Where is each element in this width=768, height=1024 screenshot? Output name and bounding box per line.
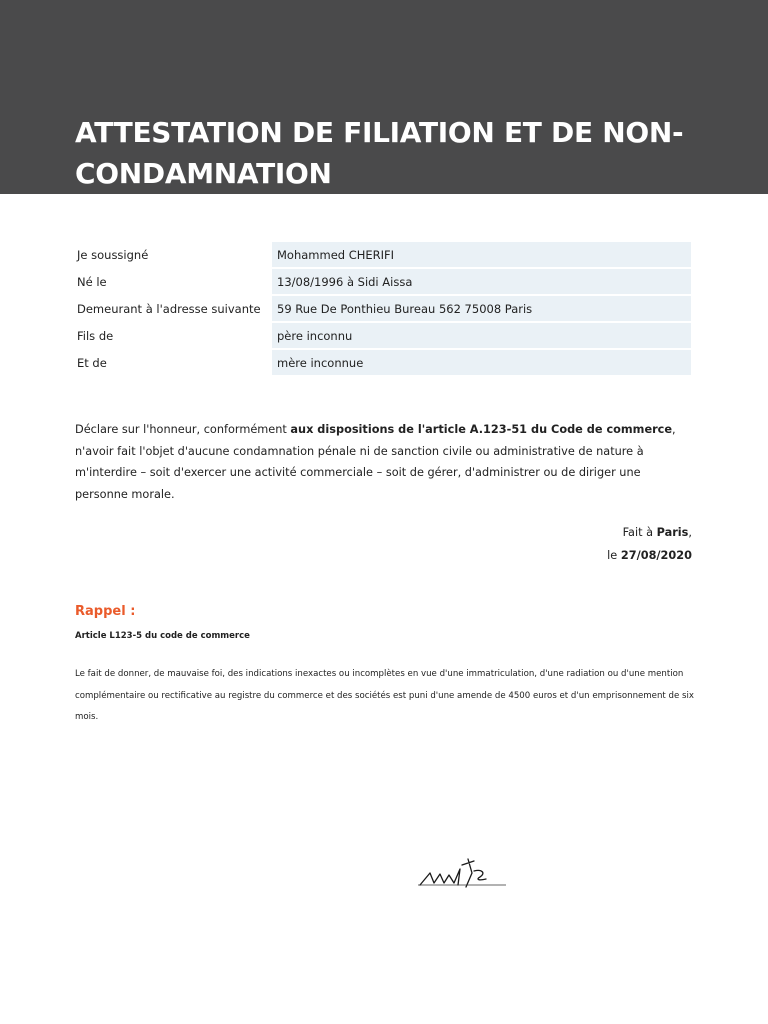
reminder-law-text: Le fait de donner, de mauvaise foi, des indications inexactes ou incomplètes en vue d'une immatriculation, d'une radiation ou d'une mention complémentaire ou rectificative au registre du commerce et des sociétés est puni d'une amende de 4500 euros et d'un emprisonnement de six mois. — [75, 669, 694, 722]
field-value: mère inconnue — [272, 350, 691, 375]
place-city: Paris — [656, 526, 689, 539]
field-row-mother — [75, 350, 691, 377]
declaration-text: Déclare sur l'honneur, conformément — [75, 423, 291, 436]
reminder-article: Article L123-5 du code de commerce — [75, 631, 250, 641]
signature-date: 27/08/2020 — [620, 549, 692, 562]
date-prefix: le — [607, 549, 621, 562]
declaration-article-reference: aux dispositions de l'article A.123-51 du Code de commerce — [290, 423, 673, 436]
field-row-father — [75, 323, 691, 350]
identity-fields — [75, 242, 691, 377]
place-line — [607, 521, 692, 544]
declaration-paragraph — [75, 419, 695, 505]
field-value: père inconnu — [272, 323, 691, 348]
field-value: 13/08/1996 à Sidi Aissa — [272, 269, 691, 294]
field-label: Je soussigné — [77, 248, 149, 262]
date-line — [607, 544, 692, 567]
field-row-name — [75, 242, 691, 269]
field-row-birth — [75, 269, 691, 296]
field-row-address — [75, 296, 691, 323]
field-value: 59 Rue De Ponthieu Bureau 562 75008 Paris — [272, 296, 691, 321]
field-value: Mohammed CHERIFI — [272, 242, 691, 267]
document-title: ATTESTATION DE FILIATION ET DE NON-CONDAMNATION — [75, 116, 684, 190]
place-prefix: Fait à — [622, 526, 657, 539]
field-label: Demeurant à l'adresse suivante — [77, 302, 261, 316]
field-label: Et de — [77, 356, 107, 370]
handwritten-signature — [416, 855, 508, 891]
declaration-text-continued: , n'avoir fait l'objet d'aucune condamnation pénale ni de sanction civile ou administrative de nature à m'interdire – soit d'exercer une activité commerciale – soit de gérer, d'administrer ou de diriger une personne morale. — [75, 423, 676, 501]
place-suffix: , — [688, 526, 692, 539]
place-and-date — [607, 521, 692, 567]
reminder-heading: Rappel : — [75, 604, 136, 619]
header-banner — [0, 0, 768, 194]
field-label: Fils de — [77, 329, 114, 343]
field-label: Né le — [77, 275, 107, 289]
